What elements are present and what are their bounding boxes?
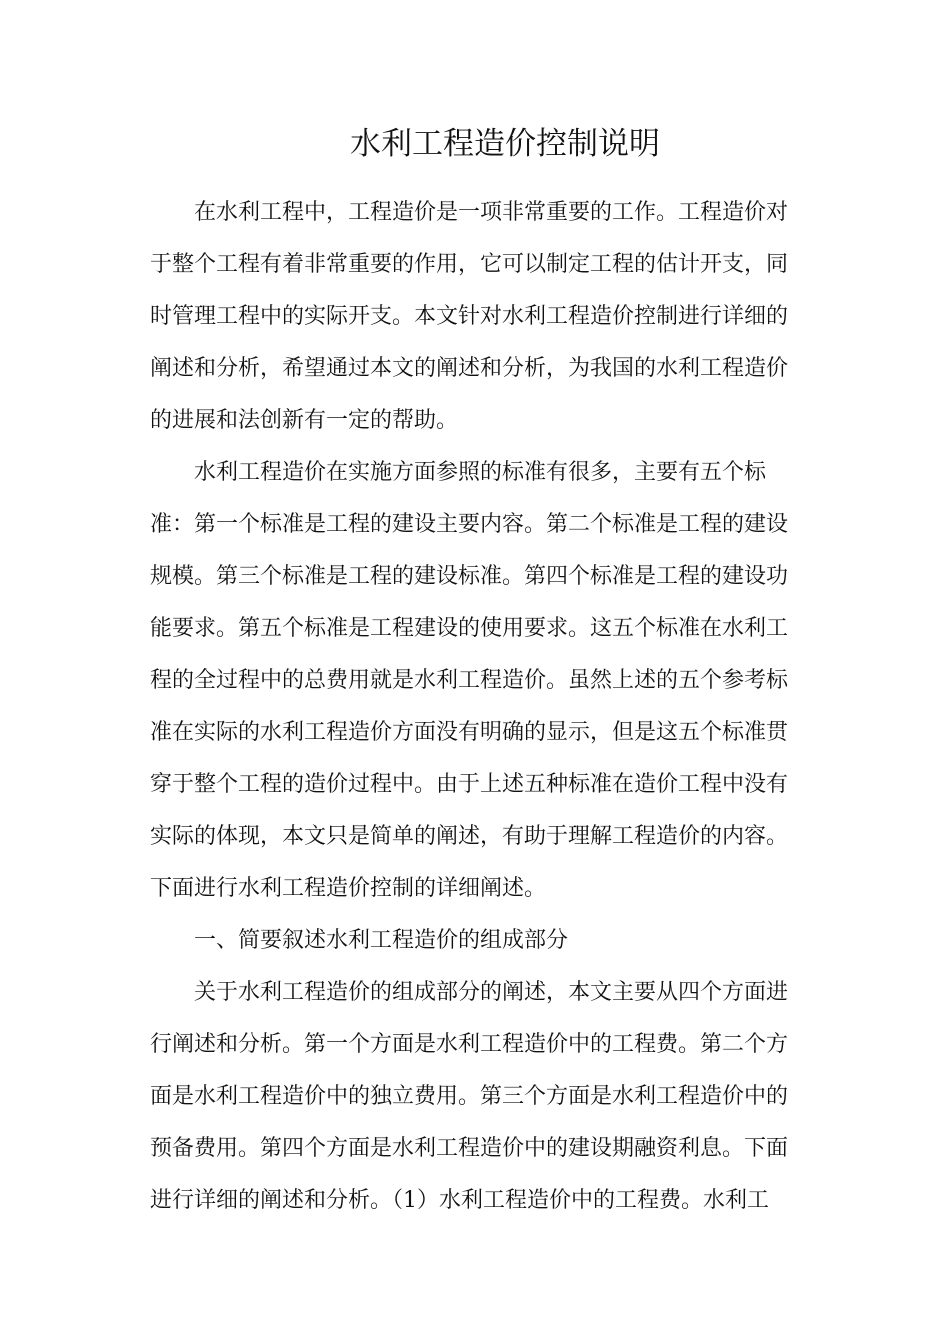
page-title: 水利工程造价控制说明 [350,126,660,162]
text-line: 行阐述和分析。第一个方面是水利工程造价中的工程费。第二个方 [150,1032,789,1057]
text-line: 在水利工程中，工程造价是一项非常重要的工作。工程造价对 [194,200,789,225]
text-line: 程的全过程中的总费用就是水利工程造价。虽然上述的五个参考标 [150,668,789,693]
text-line: 关于水利工程造价的组成部分的阐述，本文主要从四个方面进 [194,980,789,1005]
text-line: 能要求。第五个标准是工程建设的使用要求。这五个标准在水利工 [150,616,789,641]
text-line: 面是水利工程造价中的独立费用。第三个方面是水利工程造价中的 [150,1084,789,1109]
text-line: 准：第一个标准是工程的建设主要内容。第二个标准是工程的建设 [150,512,789,537]
text-line: 下面进行水利工程造价控制的详细阐述。 [150,876,547,901]
text-line: 预备费用。第四个方面是水利工程造价中的建设期融资利息。下面 [150,1136,789,1161]
section-heading: 一、简要叙述水利工程造价的组成部分 [194,928,569,953]
text-line: 规模。第三个标准是工程的建设标准。第四个标准是工程的建设功 [150,564,789,589]
text-line: 穿于整个工程的造价过程中。由于上述五种标准在造价工程中没有 [150,772,789,797]
text-line: 于整个工程有着非常重要的作用，它可以制定工程的估计开支，同 [150,252,789,277]
text-line: 阐述和分析，希望通过本文的阐述和分析，为我国的水利工程造价 [150,356,789,381]
text-line: 的进展和法创新有一定的帮助。 [150,408,459,433]
text-line: 进行详细的阐述和分析。（1）水利工程造价中的工程费。水利工 [150,1188,769,1213]
text-line: 准在实际的水利工程造价方面没有明确的显示，但是这五个标准贯 [150,720,789,745]
text-line: 实际的体现，本文只是简单的阐述，有助于理解工程造价的内容。 [150,824,789,849]
text-line: 时管理工程中的实际开支。本文针对水利工程造价控制进行详细的 [150,304,789,329]
text-line: 水利工程造价在实施方面参照的标准有很多，主要有五个标 [194,460,767,485]
